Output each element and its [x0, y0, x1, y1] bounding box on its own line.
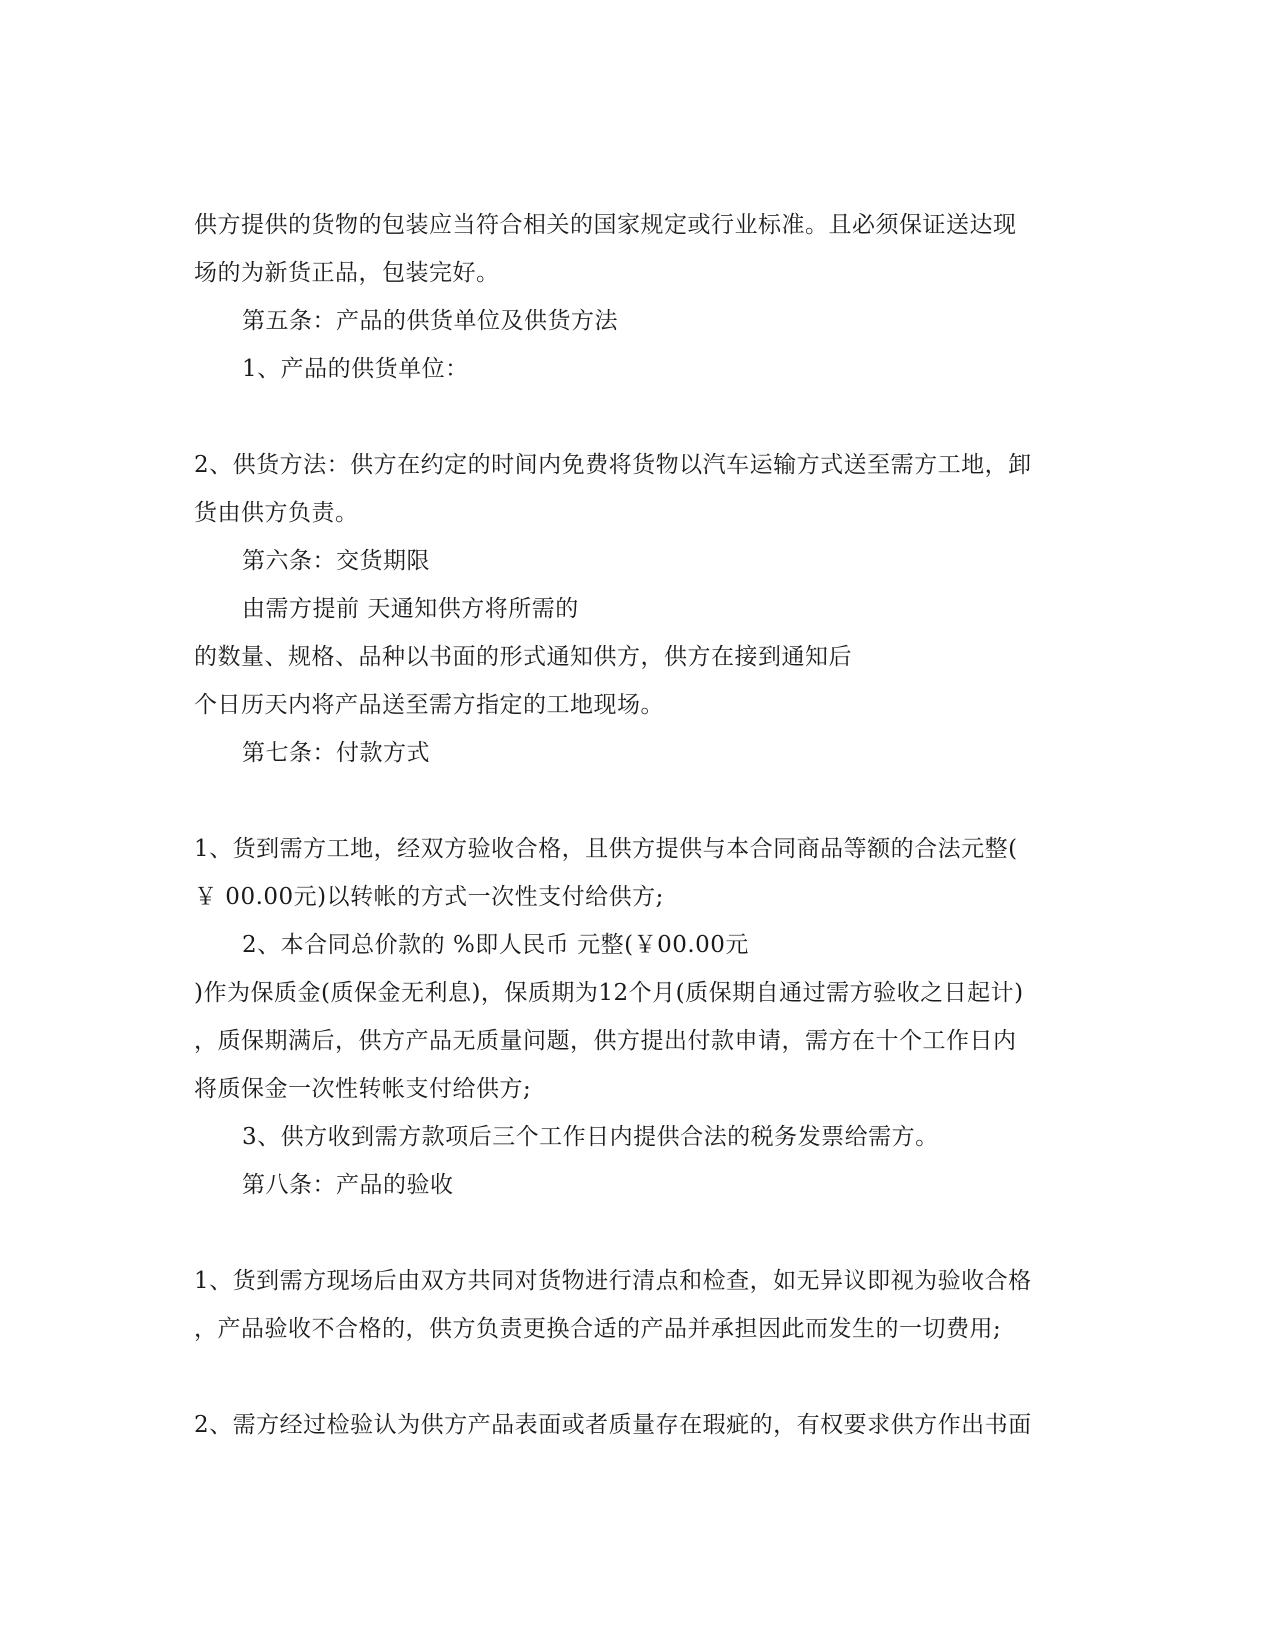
paragraph-line: 个日历天内将产品送至需方指定的工地现场。	[194, 692, 664, 718]
paragraph-line: ￥ 00.00元)以转帐的方式一次性支付给供方;	[194, 884, 664, 910]
paragraph-line: 由需方提前 天通知供方将所需的	[242, 596, 579, 622]
paragraph-line: 1、货到需方工地，经双方验收合格，且供方提供与本合同商品等额的合法元整(	[194, 836, 1018, 862]
paragraph-line: )作为保质金(质保金无利息)，保质期为12个月(质保期自通过需方验收之日起计)	[194, 980, 1024, 1006]
paragraph-line: 2、本合同总价款的 %即人民币 元整(￥00.00元	[242, 932, 749, 958]
paragraph-line: 2、需方经过检验认为供方产品表面或者质量存在瑕疵的，有权要求供方作出书面	[194, 1412, 1032, 1438]
paragraph-line: 1、产品的供货单位：	[242, 356, 469, 382]
paragraph-line: 货由供方负责。	[194, 500, 359, 526]
section-heading-article-8: 第八条：产品的验收	[242, 1172, 454, 1198]
paragraph-line: ，产品验收不合格的，供方负责更换合适的产品并承担因此而发生的一切费用;	[194, 1316, 1002, 1342]
paragraph-line: 将质保金一次性转帐支付给供方;	[194, 1076, 532, 1102]
paragraph-line: 1、货到需方现场后由双方共同对货物进行清点和检查，如无异议即视为验收合格	[194, 1268, 1032, 1294]
paragraph-line: 的数量、规格、品种以书面的形式通知供方，供方在接到通知后	[194, 644, 852, 670]
section-heading-article-5: 第五条：产品的供货单位及供货方法	[242, 308, 618, 334]
section-heading-article-7: 第七条：付款方式	[242, 740, 430, 766]
paragraph-line: 2、供货方法：供方在约定的时间内免费将货物以汽车运输方式送至需方工地，卸	[194, 452, 1032, 478]
section-heading-article-6: 第六条：交货期限	[242, 548, 430, 574]
paragraph-line: 供方提供的货物的包装应当符合相关的国家规定或行业标准。且必须保证送达现	[194, 212, 1017, 238]
paragraph-line: 3、供方收到需方款项后三个工作日内提供合法的税务发票给需方。	[242, 1124, 939, 1150]
paragraph-line: ，质保期满后，供方产品无质量问题，供方提出付款申请，需方在十个工作日内	[194, 1028, 1017, 1054]
paragraph-line: 场的为新货正品，包装完好。	[194, 260, 500, 286]
